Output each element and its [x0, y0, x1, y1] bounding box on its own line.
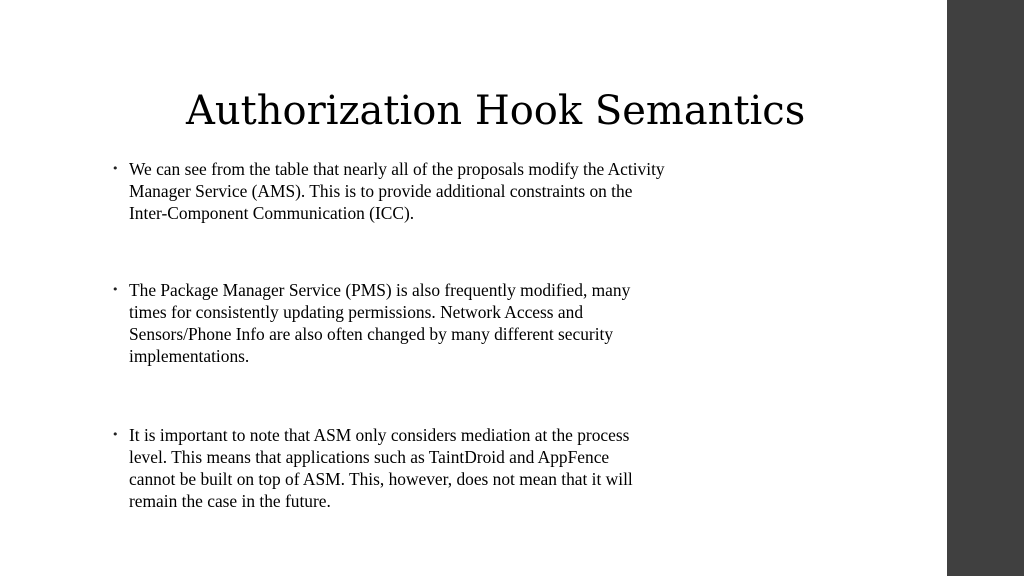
bullet-marker: •: [112, 428, 119, 441]
bullet-item: [112, 158, 872, 224]
bullet-item: [112, 279, 872, 367]
bullet-text: It is important to note that ASM only considers mediation at the process level. This means that applications such as TaintDroid and AppFence cannot be built on top of ASM. This, however, does not mean that it will remain the case in the future.: [129, 425, 633, 511]
decorative-side-bar: [947, 0, 1024, 576]
bullet-marker: •: [112, 162, 119, 175]
bullet-item: [112, 424, 872, 512]
slide-title: Authorization Hook Semantics: [186, 88, 806, 134]
bullet-text: The Package Manager Service (PMS) is also frequently modified, many times for consistently updating permissions. Network Access and Sensors/Phone Info are also often changed by many different security implementations.: [129, 280, 631, 366]
bullet-text: We can see from the table that nearly all of the proposals modify the Activity Manager Service (AMS). This is to provide additional constraints on the Inter-Component Communication (ICC).: [129, 159, 665, 223]
bullet-marker: •: [112, 283, 119, 296]
